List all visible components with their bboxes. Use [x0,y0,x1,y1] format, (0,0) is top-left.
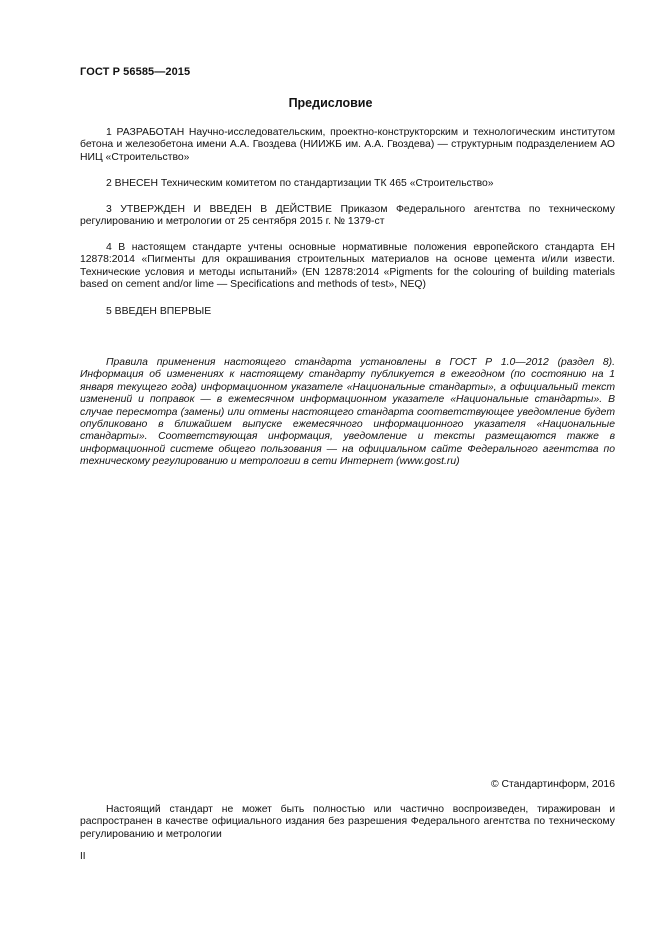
reproduction-notice-text: Настоящий стандарт не может быть полностью или частично воспроизведен, тиражирован и распространен в качестве официального издания без разрешения Федерального агентства по техническому регулированию и метрологии [80,804,615,840]
page-number: II [80,851,86,862]
foreword-item-5 [80,306,615,318]
rules-note-text: Правила применения настоящего стандарта установлены в ГОСТ Р 1.0—2012 (раздел 8). Информация об изменениях к настоящему стандарту публикуется в ежегодном (по состоянию на 1 января текущего года) информационном указателе «Национальные стандарты», а официальный текст изменений и поправок — в ежемесячном информационном указателе «Национальные стандарты». В случае пересмотра (замены) или отмены настоящего стандарта соответствующее уведомление будет опубликовано в ближайшем выпуске ежемесячного информационного указателя «Национальные стандарты». Соответствующая информация, уведомление и тексты размещаются также в информационной системе общего пользования — на официальном сайте Федерального агентства по техническому регулированию и метрологии в сети Интернет (www.gost.ru) [80,357,615,468]
foreword-item-text: 5 ВВЕДЕН ВПЕРВЫЕ [106,306,212,317]
foreword-item-text: 1 РАЗРАБОТАН Научно-исследовательским, проектно-конструкторским и технологическим институтом бетона и железобетона имени А.А. Гвоздева (НИИЖБ им. А.А. Гвоздева) — структурным подразделением АО НИЦ «Строительство» [80,127,615,163]
rules-note [80,357,615,469]
reproduction-notice [80,804,615,841]
document-number: ГОСТ Р 56585—2015 [80,66,191,78]
foreword-item-2 [80,178,615,190]
foreword-item-text: 3 УТВЕРЖДЕН И ВВЕДЕН В ДЕЙСТВИЕ Приказом Федерального агентства по техническому регулированию и метрологии от 25 сентября 2015 г. № 1379-ст [80,204,615,228]
foreword-item-4 [80,242,615,292]
foreword-item-text: 4 В настоящем стандарте учтены основные нормативные положения европейского стандарта ЕН 12878:2014 «Пигменты для окрашивания строительных материалов на основе цемента и/или извести. Технические условия и методы испытаний» (EN 12878:2014 «Pigments for the colouring of building materials based on cement and/or lime — Specifications and methods of test», NEQ) [80,242,615,291]
foreword-item-text: 2 ВНЕСЕН Техническим комитетом по стандартизации ТК 465 «Строительство» [106,178,494,189]
copyright-line: © Стандартинформ, 2016 [490,779,615,790]
foreword-item-3 [80,204,615,229]
foreword-item-1 [80,127,615,164]
page-title: Предисловие [288,96,373,110]
